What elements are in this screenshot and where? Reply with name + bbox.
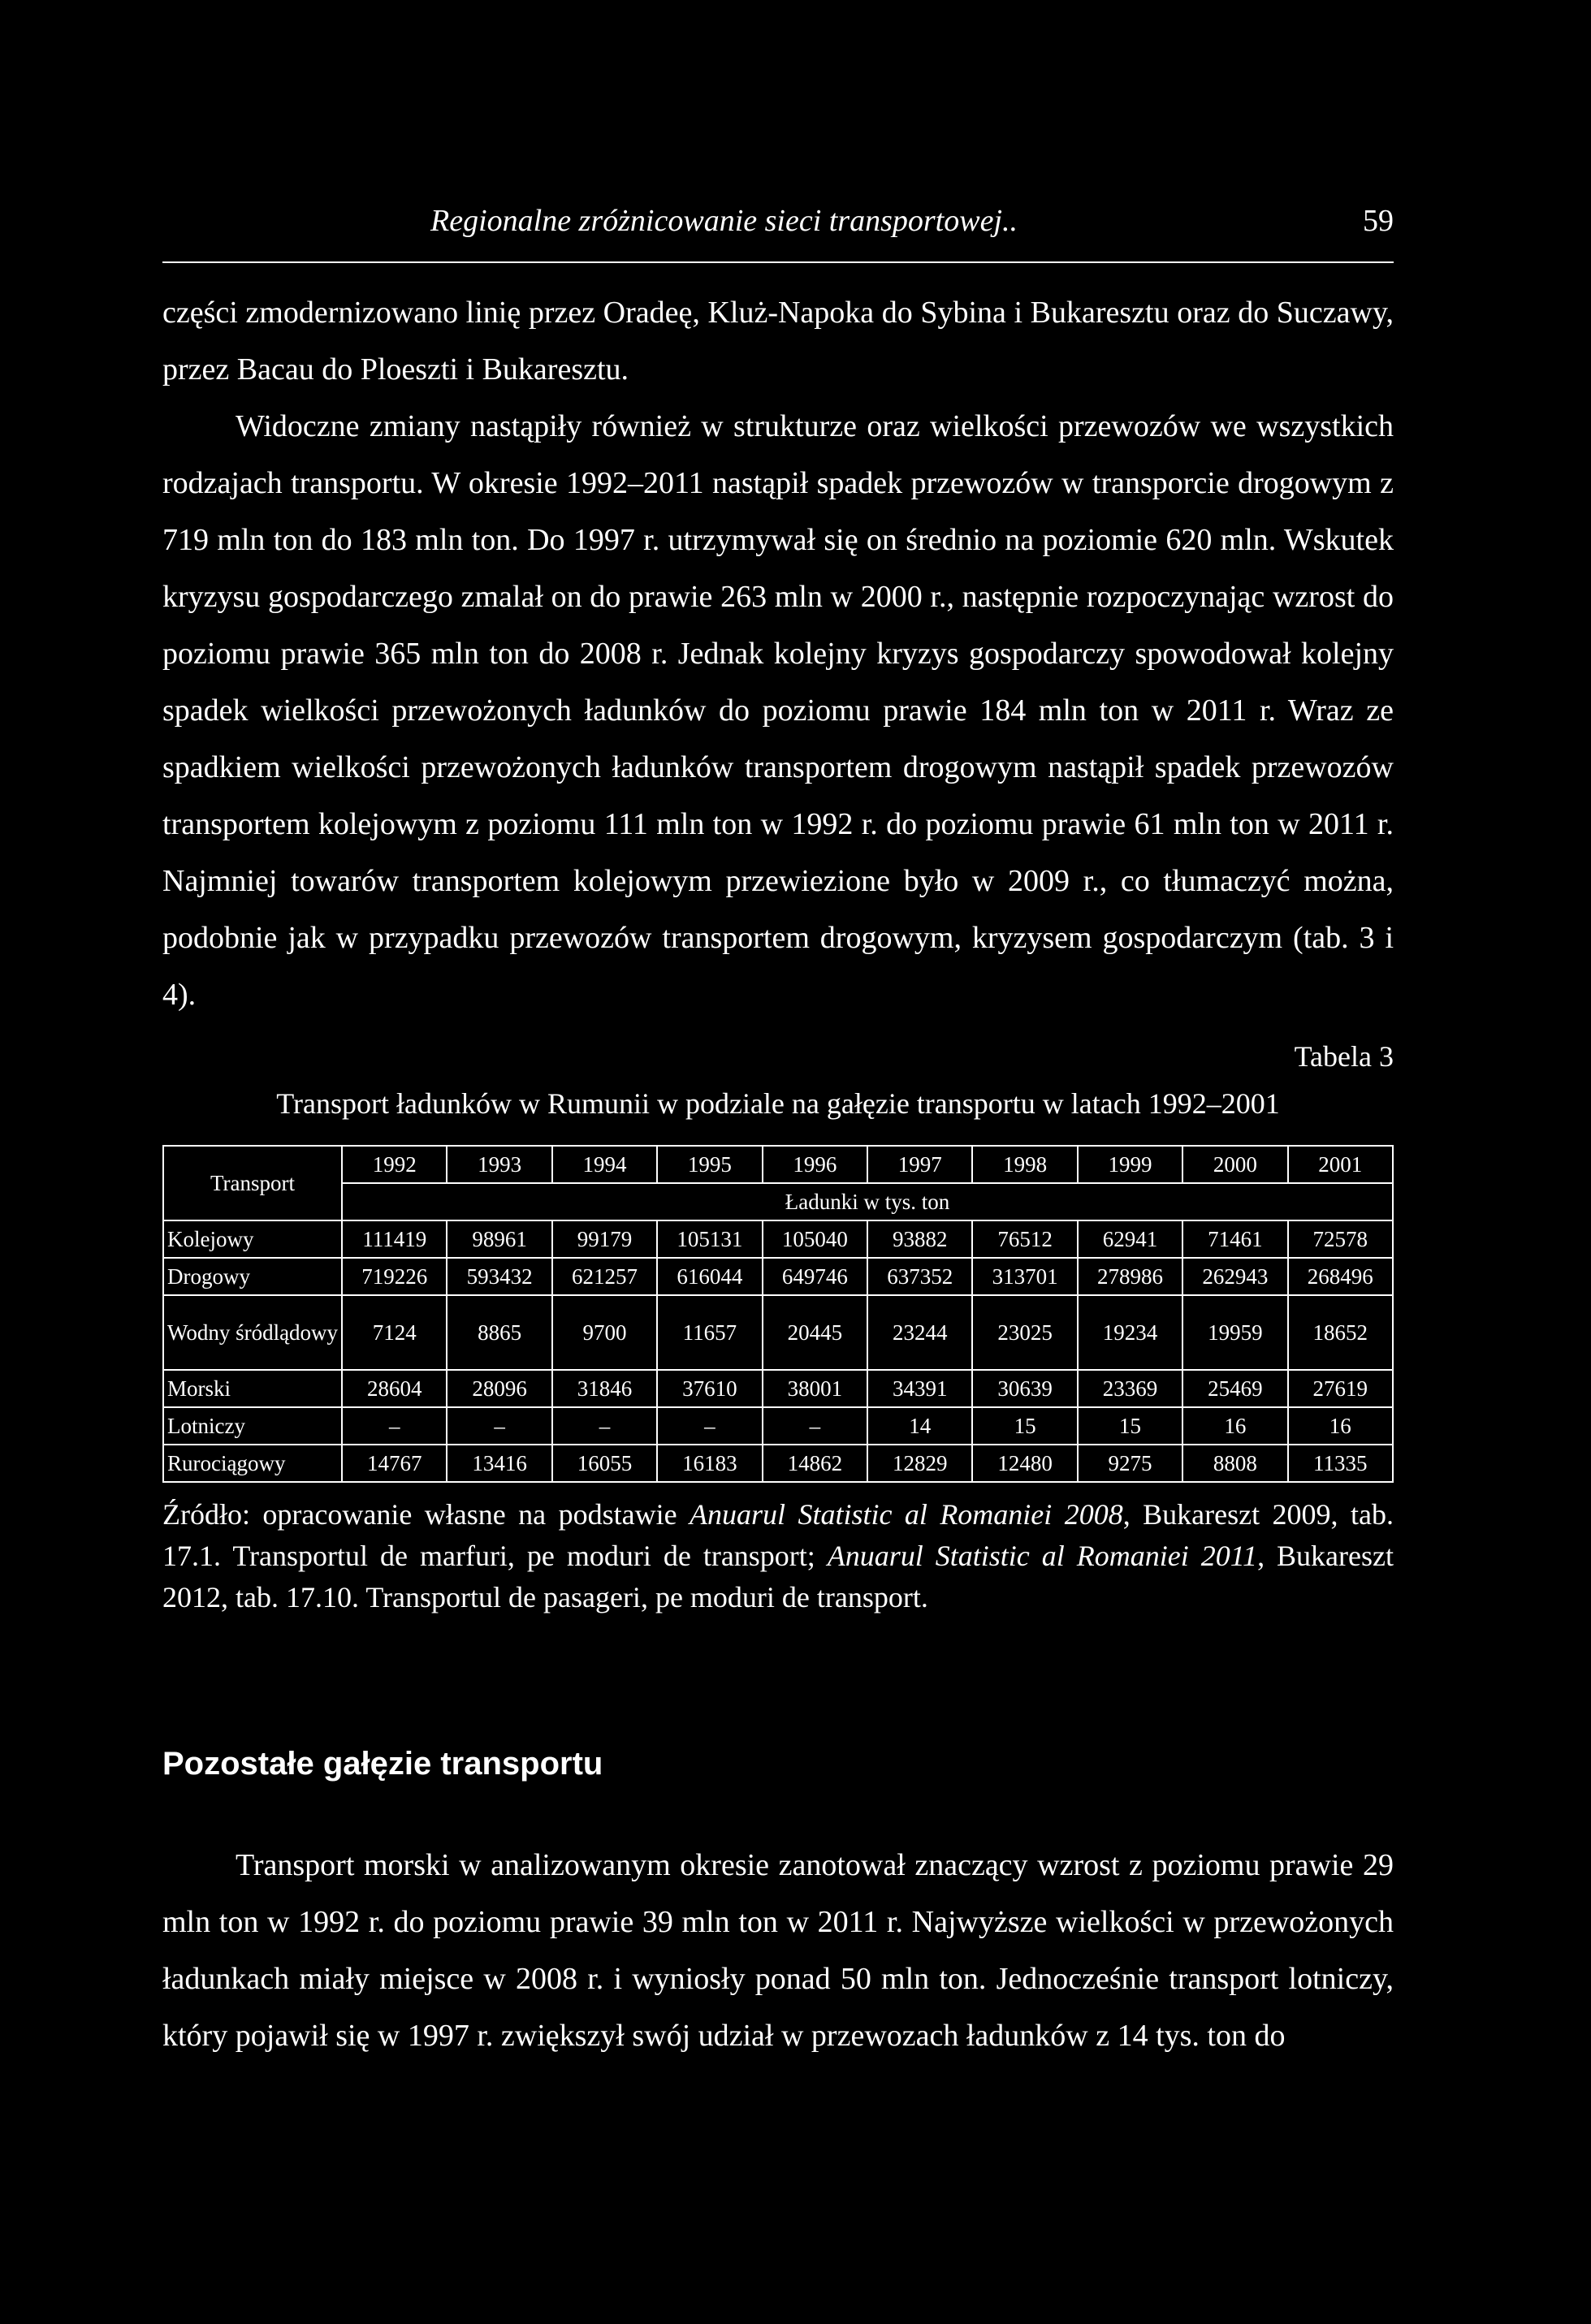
- table-row: [163, 1220, 1393, 1258]
- table-cell: 16055: [552, 1445, 657, 1482]
- table-cell: 313701: [972, 1258, 1077, 1295]
- table-cell: –: [657, 1407, 762, 1445]
- source-title-1: Anuarul Statistic al Romaniei 2008: [690, 1498, 1123, 1531]
- table-cell: 15: [972, 1407, 1077, 1445]
- year-header: 2001: [1288, 1146, 1393, 1183]
- table-cell: –: [447, 1407, 551, 1445]
- year-header: 2000: [1182, 1146, 1287, 1183]
- table-cell: 28604: [342, 1370, 447, 1407]
- table-cell: 72578: [1288, 1220, 1393, 1258]
- table-cell: –: [342, 1407, 447, 1445]
- table-cell: 15: [1078, 1407, 1182, 1445]
- year-header: 1992: [342, 1146, 447, 1183]
- year-header: 1995: [657, 1146, 762, 1183]
- paragraph-1: części zmodernizowano linię przez Oradeę, Kluż-Napoka do Sybina i Bukaresztu oraz do Suczawy, przez Bacau do Ploeszti i Bukaresztu.: [162, 296, 1394, 387]
- table-cell: 105131: [657, 1220, 762, 1258]
- running-header: [162, 203, 1394, 252]
- year-header: 1993: [447, 1146, 551, 1183]
- table-cell: 13416: [447, 1445, 551, 1482]
- table-cell: 12480: [972, 1445, 1077, 1482]
- row-header: Kolejowy: [163, 1220, 342, 1258]
- table-row: [163, 1407, 1393, 1445]
- year-header: 1999: [1078, 1146, 1182, 1183]
- row-header: Morski: [163, 1370, 342, 1407]
- row-header: Rurociągowy: [163, 1445, 342, 1482]
- header-divider: [162, 261, 1394, 263]
- table-cell: 111419: [342, 1220, 447, 1258]
- year-header: 1996: [763, 1146, 867, 1183]
- source-mid-1: , Bukareszt 2009, tab. 17.1. Transportul de marfuri, pe moduri de transport;: [162, 1498, 1394, 1572]
- table-title: Transport ładunków w Rumunii w podziale na gałęzie transportu w latach 1992–2001: [276, 1087, 1280, 1120]
- table-row: [163, 1295, 1393, 1370]
- table-cell: 16183: [657, 1445, 762, 1482]
- table-cell: 7124: [342, 1295, 447, 1370]
- table-cell: 76512: [972, 1220, 1077, 1258]
- table-cell: 31846: [552, 1370, 657, 1407]
- source-title-2: Anuarul Statistic al Romaniei 2011: [827, 1540, 1258, 1572]
- table-cell: 27619: [1288, 1370, 1393, 1407]
- table-cell: 621257: [552, 1258, 657, 1295]
- table-cell: 719226: [342, 1258, 447, 1295]
- table-cell: 8808: [1182, 1445, 1287, 1482]
- running-title: Regionalne zróżnicowanie sieci transportowej..: [430, 204, 1018, 238]
- table-cell: 20445: [763, 1295, 867, 1370]
- table-cell: 14: [867, 1407, 972, 1445]
- table-cell: 649746: [763, 1258, 867, 1295]
- table-row: [163, 1258, 1393, 1295]
- table-source-note: [162, 1494, 1394, 1618]
- table-cell: 37610: [657, 1370, 762, 1407]
- table-row: [163, 1370, 1393, 1407]
- table-cell: 14862: [763, 1445, 867, 1482]
- table-cell: 23369: [1078, 1370, 1182, 1407]
- table-cell: 19959: [1182, 1295, 1287, 1370]
- table-cell: –: [763, 1407, 867, 1445]
- table-cell: 16: [1288, 1407, 1393, 1445]
- table-cell: 18652: [1288, 1295, 1393, 1370]
- table-body: [163, 1220, 1393, 1482]
- table-cell: 23244: [867, 1295, 972, 1370]
- table-cell: 19234: [1078, 1295, 1182, 1370]
- table-cell: 93882: [867, 1220, 972, 1258]
- page-number: 59: [1363, 204, 1394, 238]
- year-header: 1994: [552, 1146, 657, 1183]
- table-cell: 23025: [972, 1295, 1077, 1370]
- table-cell: 30639: [972, 1370, 1077, 1407]
- table-cell: 262943: [1182, 1258, 1287, 1295]
- table-cell: 278986: [1078, 1258, 1182, 1295]
- row-header: Lotniczy: [163, 1407, 342, 1445]
- table-row: [163, 1445, 1393, 1482]
- table-cell: 9275: [1078, 1445, 1182, 1482]
- table-cell: 38001: [763, 1370, 867, 1407]
- table-cell: 62941: [1078, 1220, 1182, 1258]
- table-cell: 637352: [867, 1258, 972, 1295]
- table-cell: 98961: [447, 1220, 551, 1258]
- table-cell: 593432: [447, 1258, 551, 1295]
- year-header: 1997: [867, 1146, 972, 1183]
- unit-header: Ładunki w tys. ton: [342, 1183, 1393, 1220]
- table-label: Tabela 3: [1294, 1040, 1394, 1073]
- row-header: Wodny śródlądowy: [163, 1295, 342, 1370]
- table-cell: 105040: [763, 1220, 867, 1258]
- table-cell: 11335: [1288, 1445, 1393, 1482]
- table-cell: 34391: [867, 1370, 972, 1407]
- year-header: 1998: [972, 1146, 1077, 1183]
- table-cell: –: [552, 1407, 657, 1445]
- table-cell: 268496: [1288, 1258, 1393, 1295]
- source-mid-2: , Bukareszt 2012, tab. 17.10. Transportul de pasageri, pe moduri de transport.: [162, 1540, 1394, 1613]
- table-cell: 28096: [447, 1370, 551, 1407]
- table-cell: 25469: [1182, 1370, 1287, 1407]
- table-cell: 11657: [657, 1295, 762, 1370]
- paragraph-2: Widoczne zmiany nastąpiły również w strukturze oraz wielkości przewozów we wszystkich rodzajach transportu. W okresie 1992–2011 nastąpił spadek przewozów w transporcie drogowym z 719 mln ton do 183 mln ton. Do 1997 r. utrzymywał się on średnio na poziomie 620 mln. Wskutek kryzysu gospodarczego zmalał on do prawie 263 mln w 2000 r., następnie rozpoczynając wzrost do poziomu prawie 365 mln ton do 2008 r. Jednak kolejny kryzys gospodarczy spowodował kolejny spadek wielkości przewożonych ładunków do poziomu prawie 184 mln ton w 2011 r. Wraz ze spadkiem wielkości przewożonych ładunków transportem drogowym nastąpił spadek przewozów transportem kolejowym z poziomu 111 mln ton w 1992 r. do poziomu prawie 61 mln ton w 2011 r. Najmniej towarów transportem kolejowym przewiezione było w 2009 r., co tłumaczyć można, podobnie jak w przypadku przewozów transportem drogowym, kryzysem gospodarczym (tab. 3 i 4).: [162, 409, 1394, 1012]
- source-prefix: Źródło: opracowanie własne na podstawie: [162, 1498, 690, 1531]
- freight-transport-table: [162, 1145, 1394, 1483]
- section-heading: Pozostałe gałęzie transportu: [162, 1746, 603, 1782]
- table-cell: 99179: [552, 1220, 657, 1258]
- paragraph-3: Transport morski w analizowanym okresie zanotował znaczący wzrost z poziomu prawie 29 mln ton w 1992 r. do poziomu prawie 39 mln ton w 2011 r. Najwyższe wielkości w przewożonych ładunkach miały miejsce w 2008 r. i wyniosły ponad 50 mln ton. Jednocześnie transport lotniczy, który pojawił się w 1997 r. zwiększył swój udział w przewozach ładunków z 14 tys. ton do: [162, 1848, 1394, 2053]
- table-cell: 14767: [342, 1445, 447, 1482]
- table-cell: 616044: [657, 1258, 762, 1295]
- table-cell: 71461: [1182, 1220, 1287, 1258]
- table-cell: 8865: [447, 1295, 551, 1370]
- corner-header: Transport: [163, 1146, 342, 1220]
- row-header: Drogowy: [163, 1258, 342, 1295]
- table-cell: 16: [1182, 1407, 1287, 1445]
- table-cell: 12829: [867, 1445, 972, 1482]
- table-cell: 9700: [552, 1295, 657, 1370]
